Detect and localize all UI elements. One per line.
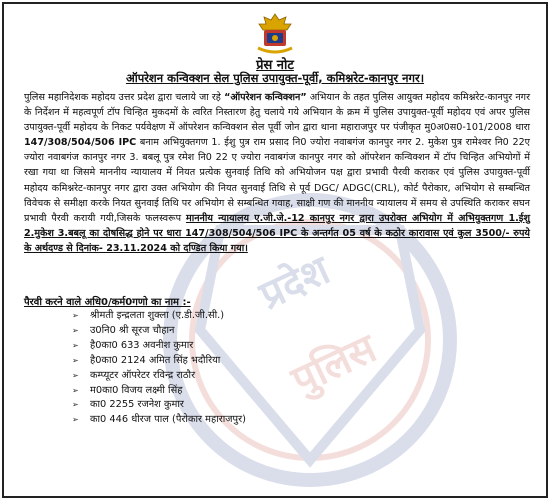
- list-item: [72, 339, 246, 354]
- press-note-title: प्रेस नोट: [256, 58, 294, 73]
- officer-name: श्रीमती इन्द्रलता शुक्ला (ए.डी.जी.सी.): [90, 310, 225, 321]
- list-item: [72, 369, 246, 384]
- up-police-logo: [250, 12, 300, 56]
- body-text-1: पुलिस महानिदेशक महोदय उत्तर प्रदेश द्वारा चलाये जा रहे: [24, 92, 225, 103]
- body-text-2: अभियान के तहत पुलिस आयुक्त महोदय कमिश्नरेट-कानपुर नगर के निर्देशन में महत्वपूर्ण टॉप चिन्हित मुकदमों के त्वरित निस्तारण हेतु चलाये गये अभियान के क्रम में पुलिस उपायुक्त-पूर्वी महोदय एवं अपर पुलिस उपायुक्त-पूर्वी महोदय के निकट पर्यवेक्षण में ऑपरेशन कन्विक्शन सेल पूर्वी जोन द्वारा थाना महाराजपुर पर पंजीकृत मु0अ0स0-101/2008 धारा: [24, 92, 530, 134]
- officer-name: है0का0 633 अवनीश कुमार: [90, 339, 194, 351]
- watermark-text-2: पुलिस: [284, 325, 384, 405]
- officer-name: उ0नि0 श्री सूरज चौहान: [90, 324, 175, 336]
- arrow-bullet-icon: ➢: [72, 325, 79, 335]
- officer-name: का0 446 धीरज पाल (पैरोकार महाराजपुर): [90, 414, 246, 426]
- list-item: [72, 413, 246, 428]
- ipc-sections: 147/308/504/506 IPC: [24, 137, 137, 149]
- arrow-bullet-icon: ➢: [72, 311, 79, 320]
- list-item: [72, 324, 246, 339]
- officer-name: का0 2255 रजनेश कुमार: [90, 399, 184, 411]
- list-item: [72, 309, 246, 324]
- operation-name: “ऑपरेशन कन्विक्शन”: [224, 92, 307, 103]
- officer-name: म0का0 विजय लक्ष्मी सिंह: [90, 384, 183, 396]
- arrow-bullet-icon: ➢: [72, 355, 79, 365]
- officers-heading: पैरवी करने वाले अधि0/कर्म0गणो का नाम :-: [24, 297, 191, 308]
- officer-name: कम्प्यूटर ऑपरेटर रविन्द्र राठौर: [90, 369, 196, 381]
- list-item: [72, 398, 246, 413]
- officers-list: [72, 309, 246, 428]
- press-note-body: [24, 90, 530, 256]
- court-verdict: माननीय न्यायालय ए.जी.जे.-12 कानपुर नगर द्वारा उपरोक्त अभियोग में अभियुक्तगण 1.ईशु 2.मुकेश 3.बबलू का दोषसिद्ध होने पर धारा 147/308/504/506 IPC के अन्तर्गत 05 वर्ष के कठोर कारावास एवं कुल 3500/- रुपये के अर्थदण्ड से दिनांक- 23.11.2024 को दण्डित किया गया।: [24, 212, 530, 254]
- body-text-3: बनाम अभियुक्तगण 1. ईशु पुत्र राम प्रसाद नि0 ज्योरा नवाबगंज कानपुर नगर 2. मुकेश पुत्र रामेश्वर नि0 22ए ज्योरा नवाबगंज कानपुर नगर 3. बबलू पुत्र रमेश नि0 22 ए ज्योरा नवाबगंज कानपुर नगर को ऑपरेशन कन्विक्शन में टॉप चिन्हित अभियोगों में रखा गया था जिसमे माननीय न्यायालय में नियत प्रत्येक सुनवाई तिथि को अभियोजन पक्ष द्वारा प्रभावी पैरवी कराकर एवं पुलिस उपायुक्त-पूर्वी महोदय कमिश्नरेट-कानपुर नगर द्वारा उक्त अभियोग की नियत सुनवाई तिथि से पूर्व DGC/ ADGC(CRL), कोर्ट पैरोकार, अभियोग से सम्बन्धित विवेचक से समीक्षा करके नियत सुनवाई तिथि पर अभियोग से सम्बन्धित गवाह, साक्षी गण की माननीय न्यायालय में समय से उपस्थिति कराकर सघन प्रभावी पैरवी करायी गयी,जिसके फलस्वरूप: [24, 137, 530, 224]
- watermark-text-1: प्रदेश: [252, 247, 337, 320]
- arrow-bullet-icon: ➢: [72, 415, 79, 425]
- arrow-bullet-icon: ➢: [72, 385, 79, 395]
- officer-name: है0का0 2124 अमित सिंह भदौरिया: [90, 354, 221, 366]
- list-item: [72, 384, 246, 399]
- arrow-bullet-icon: ➢: [72, 340, 79, 350]
- arrow-bullet-icon: ➢: [72, 370, 79, 380]
- document-heading: ऑपरेशन कन्विक्शन सेल पुलिस उपायुक्त-पूर्वी, कमिश्नरेट-कानपुर नगर।: [125, 71, 425, 85]
- list-item: [72, 354, 246, 369]
- arrow-bullet-icon: ➢: [72, 400, 79, 410]
